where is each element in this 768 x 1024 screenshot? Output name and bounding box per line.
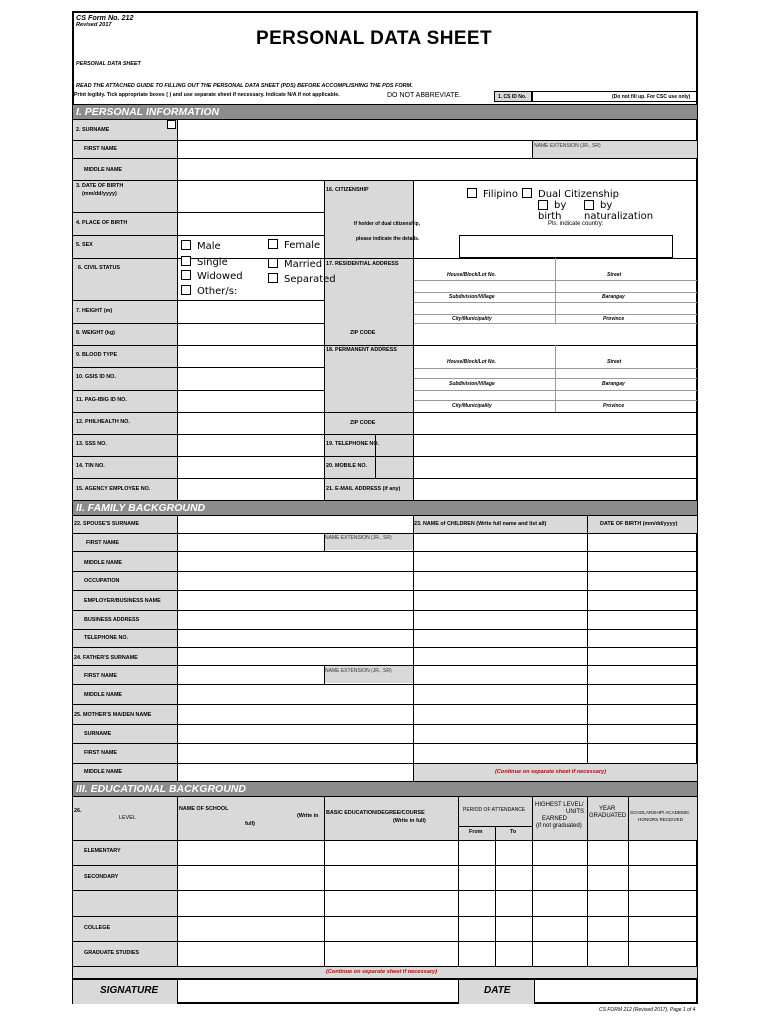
- education-number: 26.: [74, 808, 82, 814]
- signature-field[interactable]: [178, 979, 458, 1004]
- highest-level-header-4: (if not graduated): [536, 823, 582, 829]
- agency-employee-no-label: 15. AGENCY EMPLOYEE NO.: [76, 486, 151, 492]
- married-checkbox[interactable]: [268, 258, 278, 268]
- female-option[interactable]: Female: [268, 239, 320, 252]
- page-footer: CS FORM 212 (Revised 2017), Page 1 of 4: [599, 1007, 696, 1013]
- by-naturalization-option[interactable]: by naturalization: [584, 200, 654, 222]
- dual-citizenship-checkbox[interactable]: [522, 188, 532, 198]
- education-continue-note: (Continue on separate sheet if necessary): [326, 969, 437, 975]
- school-header: NAME OF SCHOOL: [179, 806, 229, 812]
- mother-surname-label: SURNAME: [84, 731, 112, 737]
- spouse-surname-label: 22. SPOUSE'S SURNAME: [74, 521, 140, 527]
- filipino-checkbox[interactable]: [467, 188, 477, 198]
- dual-note-2: please indicate the details.: [356, 236, 420, 242]
- sex-label: 5. SEX: [76, 242, 93, 248]
- perm-zip-label: ZIP CODE: [350, 420, 376, 426]
- telephone-label: 19. TELEPHONE NO.: [326, 441, 380, 447]
- res-zip-label: ZIP CODE: [350, 330, 376, 336]
- pagibig-label: 11. PAG-IBIG ID NO.: [76, 397, 127, 403]
- first-name-label: FIRST NAME: [84, 146, 117, 152]
- highest-level-header-3: EARNED: [542, 816, 568, 822]
- page-subtitle: PERSONAL DATA SHEET: [76, 61, 141, 67]
- no-abbreviate-notice: DO NOT ABBREVIATE.: [387, 92, 462, 99]
- business-address-label: BUSINESS ADDRESS: [84, 617, 140, 623]
- family-continue-note: (Continue on separate sheet if necessary): [495, 769, 606, 775]
- instructions: Print legibly. Tick appropriate boxes ( ) and use separate sheet if necessary. Indicate N/A if not applicable.: [74, 92, 340, 98]
- course-header: BASIC EDUCATION/DEGREE/COURSE: [326, 810, 425, 816]
- date-label: DATE: [484, 985, 511, 996]
- page-title: PERSONAL DATA SHEET: [256, 28, 492, 49]
- father-surname-label: 24. FATHER'S SURNAME: [74, 655, 138, 661]
- indicate-country-label: Pls. indicate country:: [548, 221, 604, 227]
- res-province-label: Province: [603, 316, 625, 322]
- honors-header-1: SCHOLARSHIP/ ACADEMIC: [630, 810, 690, 815]
- college-label: COLLEGE: [84, 925, 111, 931]
- male-checkbox[interactable]: [181, 240, 191, 250]
- signature-label: SIGNATURE: [100, 985, 159, 996]
- single-option[interactable]: Single: [181, 256, 228, 269]
- perm-subdivision-label: Subdivision/Village: [449, 381, 495, 387]
- civil-status-options: [178, 257, 336, 300]
- dob-label: 3. DATE OF BIRTH: [76, 183, 124, 189]
- res-subdivision-label: Subdivision/Village: [449, 294, 495, 300]
- date-field[interactable]: [535, 979, 697, 1004]
- level-header: LEVEL: [119, 815, 136, 821]
- civil-status-label: 6. CIVIL STATUS: [78, 265, 120, 271]
- res-house-label: House/Block/Lot No.: [447, 272, 496, 278]
- citizenship-label: 16. CITIZENSHIP: [326, 187, 369, 193]
- elementary-label: ELEMENTARY: [84, 848, 121, 854]
- others-checkbox[interactable]: [181, 285, 191, 295]
- perm-house-label: House/Block/Lot No.: [447, 359, 496, 365]
- spouse-first-name-label: FIRST NAME: [86, 540, 119, 546]
- mobile-label: 20. MOBILE NO.: [326, 463, 368, 469]
- blood-type-label: 9. BLOOD TYPE: [76, 352, 118, 358]
- others-option[interactable]: Other/s:: [181, 285, 237, 298]
- year-graduated-header-2: GRADUATED: [589, 813, 627, 819]
- dob-format-label: (mm/dd/yyyy): [82, 191, 117, 197]
- by-naturalization-checkbox[interactable]: [584, 200, 594, 210]
- guide-notice: READ THE ATTACHED GUIDE TO FILLING OUT THE PERSONAL DATA SHEET (PDS) BEFORE ACCOMPLISHING THE PDS FORM.: [76, 83, 413, 89]
- form-number: CS Form No. 212: [76, 13, 134, 22]
- perm-province-label: Province: [603, 403, 625, 409]
- father-middle-name-label: MIDDLE NAME: [84, 692, 123, 698]
- philhealth-label: 12. PHILHEALTH NO.: [76, 419, 130, 425]
- highest-level-header-2: UNITS: [566, 809, 584, 815]
- section-family-background: II. FAMILY BACKGROUND: [73, 500, 697, 516]
- honors-header-2: HONORS RECEIVED: [638, 817, 683, 822]
- father-first-name-label: FIRST NAME: [84, 673, 117, 679]
- male-option[interactable]: Male: [181, 240, 221, 253]
- children-dob-label: DATE OF BIRTH (mm/dd/yyyy): [600, 521, 678, 527]
- female-checkbox[interactable]: [268, 239, 278, 249]
- tin-label: 14. TIN NO.: [76, 463, 105, 469]
- filipino-option[interactable]: Filipino: [467, 188, 518, 201]
- weight-label: 8. WEIGHT (kg): [76, 330, 115, 336]
- res-city-label: City/Municipality: [452, 316, 492, 322]
- res-street-label: Street: [607, 272, 622, 278]
- employer-label: EMPLOYER/BUSINESS NAME: [84, 598, 161, 604]
- revised-date: Revised 2017: [76, 22, 112, 28]
- mother-middle-name-label: MIDDLE NAME: [84, 769, 123, 775]
- surname-label: 2. SURNAME: [76, 127, 110, 133]
- graduate-studies-label: GRADUATE STUDIES: [84, 950, 140, 956]
- year-graduated-header-1: YEAR: [599, 806, 616, 812]
- perm-city-label: City/Municipality: [452, 403, 492, 409]
- married-option[interactable]: Married: [268, 258, 322, 271]
- highest-level-header-1: HIGHEST LEVEL/: [535, 802, 584, 808]
- to-header: To: [510, 829, 517, 835]
- height-label: 7. HEIGHT (m): [76, 308, 113, 314]
- father-name-extension-label: NAME EXTENSION (JR., SR): [325, 668, 392, 674]
- place-of-birth-label: 4. PLACE OF BIRTH: [76, 220, 128, 226]
- spouse-middle-name-label: MIDDLE NAME: [84, 560, 123, 566]
- csc-use-note: (Do not fill up. For CSC use only): [612, 94, 691, 100]
- vocational-label: VOCATIONAL / TRADE COURSE: [84, 899, 167, 905]
- name-extension-label: NAME EXTENSION (JR., SR): [534, 143, 601, 149]
- section-personal-information: I. PERSONAL INFORMATION: [73, 104, 697, 120]
- period-header: PERIOD OF ATTENDANCE: [463, 807, 526, 813]
- dual-citizenship-option[interactable]: Dual Citizenship: [522, 188, 619, 201]
- residential-address-label: 17. RESIDENTIAL ADDRESS: [326, 261, 399, 267]
- mother-maiden-name-label: 25. MOTHER'S MAIDEN NAME: [74, 712, 152, 718]
- permanent-address-label: 18. PERMANENT ADDRESS: [326, 347, 397, 353]
- single-checkbox[interactable]: [181, 256, 191, 266]
- widowed-option[interactable]: Widowed: [181, 270, 243, 276]
- separated-checkbox[interactable]: [268, 273, 278, 283]
- spouse-name-extension-label: NAME EXTENSION (JR., SR): [325, 535, 392, 541]
- mother-first-name-label: FIRST NAME: [84, 750, 117, 756]
- perm-barangay-label: Barangay: [602, 381, 625, 387]
- children-label: 23. NAME of CHILDREN (Write full name and list all): [414, 521, 547, 527]
- csid-label: 1. CS ID No.: [498, 94, 527, 100]
- by-birth-checkbox[interactable]: [538, 200, 548, 210]
- sss-label: 13. SSS NO.: [76, 441, 107, 447]
- section-educational-background: III. EDUCATIONAL BACKGROUND: [73, 781, 697, 797]
- school-header-write: (Write in: [297, 813, 319, 819]
- from-header: From: [469, 829, 483, 835]
- res-barangay-label: Barangay: [602, 294, 625, 300]
- separated-option[interactable]: Separated: [268, 273, 324, 286]
- email-label: 21. E-MAIL ADDRESS (if any): [326, 486, 401, 492]
- secondary-label: SECONDARY: [84, 874, 119, 880]
- widowed-checkbox[interactable]: [181, 270, 191, 280]
- occupation-label: OCCUPATION: [84, 578, 120, 584]
- dual-note-1: If holder of dual citizenship,: [354, 221, 421, 227]
- course-header-write: (Write in full): [393, 818, 426, 824]
- school-header-full: full): [245, 821, 255, 827]
- by-birth-option[interactable]: by birth: [538, 200, 567, 222]
- surname-checkbox[interactable]: [167, 120, 176, 129]
- middle-name-label: MIDDLE NAME: [84, 167, 123, 173]
- gsis-label: 10. GSIS ID NO.: [76, 374, 116, 380]
- perm-street-label: Street: [607, 359, 622, 365]
- spouse-telephone-label: TELEPHONE NO.: [84, 635, 129, 641]
- dual-citizenship-country-input[interactable]: [459, 235, 673, 258]
